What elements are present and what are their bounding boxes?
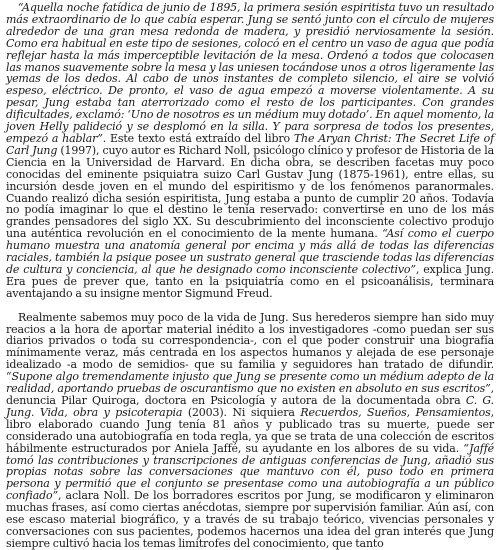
text-column bbox=[6, 0, 494, 550]
quote-seance: “Aquella noche fatídica de junio de 1895, la primera sesión espiritista tuvo un resultado más extraordinario de lo que cabía esperar. Jung se sentó junto con el círculo de mujeres alrededor de una gran mesa redonda de madera, y presidió nerviosamente la sesión. Como era habitual en este tipo de sesiones, colocó en el centro un vaso de agua que podía reflejar hasta la más imperceptible levitación de la mesa. Ordenó a todos que colocasen las manos suavemente sobre la mesa y las uniesen tocándose unos a otros ligeramente las yemas de los dedos. Al cabo de unos instantes de completo silencio, el aire se volvió espeso, eléctrico. De pronto, el vaso de agua empezó a moverse violentamente. A su pesar, Jung estaba tan aterrorizado como el resto de los participantes. Con grandes dificultades, exclamó: ‘Uno de nosotros es un médium muy dotado’. En aquel momento, la joven Helly palideció y se desplomó en la silla. Y para sorpresa de todos los presentes, empezó a hablar”. bbox=[6, 1, 494, 145]
quote-collective-unconscious: “Así como el cuerpo humano muestra una anatomía general por encima y más allá de todas las diferencias raciales, también la psique posee un sustrato general que trasciende todas las diferencias de cultura y conciencia, al que he designado como inconsciente colectivo” bbox=[6, 227, 494, 276]
quote-quiroga: “Supone algo tremendamente injusto que Jung se presente como un médium adepto de la realidad, aportando pruebas de oscurantismo que no existen en absoluto en sus escritos” bbox=[6, 370, 494, 396]
book-title: C. G. Jung. Vida, obra y psicoterapia bbox=[6, 394, 494, 419]
text-run: Realmente sabemos muy poco de la vida de Jung. Sus herederos siempre han sido muy reacios a la hora de aportar material inédito a los investigadores -como puedan ser sus diarios privados o toda su correspondencia-, con el que poder construir una biografía mínimamente veraz, más centrada en los aspectos humanos y alejada de ese personaje idealizado -a modo de semidios- que su familia y seguidores han tratado de difundir. bbox=[6, 310, 494, 372]
quote-noll: “Jaffé tomó las contribuciones y transcripciones de antiguas conferencias de Jung, añadió sus propias notas sobre las conversaciones que mantuvo con él, puso todo en primera persona y permitió que el conjunto se presentase como una autobiografía a un público confiado” bbox=[6, 441, 494, 503]
text-run: , aclara Noll. De los borradores escritos por Jung, se modificaron y eliminaron muchas frases, así como ciertas anécdotas, siempre por supervisión familiar. Aún así, con ese escaso material biográfico, y a través de su trabajo teórico, vivencias personales y conversaciones con sus pacientes, podemos hacernos una idea del gran interés que Jung siempre cultivó hacia los temas limítrofes del conocimiento, que tanto bbox=[6, 489, 494, 550]
text-run: , libro elaborado cuando Jung tenía 81 años y publicado tras su muerte, puede ser considerado una autobiografía en toda regla, ya que se trata de una colección de escritos hábilmente estructurados por Aniela Jaffé, su ayudante en los albores de su vida. bbox=[6, 405, 494, 455]
text-run: , explica Jung. Era pues de prever que, tanto en la psiquiatría como en el psicoanálisis, terminara aventajando a su insigne mentor Sigmund Freud. bbox=[6, 262, 494, 300]
paragraph-1 bbox=[6, 2, 494, 300]
text-run: (1997), cuyo autor es Richard Noll, psicólogo clínico y profesor de Historia de la Ciencia en la Universidad de Harvard. En dicha obra, se describen facetas muy poco conocidas del eminente psiquiatra suizo Carl Gustav Jung (1875-1961), entre ellas, su incursión desde joven en el mundo del espiritismo y de los fenómenos paranormales. Cuando realizó dicha sesión espiritista, Jung estaba a punto de cumplir 20 años. Todavía no podía imaginar lo que el destino le tenía reservado: convertirse en uno de los más grandes pensadores del siglo XX. Su descubrimiento del inconsciente colectivo produjo una auténtica revolución en el conocimiento de la mente humana. bbox=[6, 143, 494, 241]
book-title: The Aryan Christ: The Secret Life of Carl Jung bbox=[6, 131, 494, 157]
book-title: Recuerdos, Sueños, Pensamientos bbox=[300, 405, 491, 419]
text-run: (2003). Ni siquiera bbox=[182, 405, 301, 419]
text-run: , denuncia Pilar Quiroga, doctora en Psicología y autora de la documentada obra bbox=[6, 382, 494, 407]
text-run: Este texto está extraído del libro bbox=[106, 131, 294, 145]
paragraph-2 bbox=[6, 312, 494, 550]
